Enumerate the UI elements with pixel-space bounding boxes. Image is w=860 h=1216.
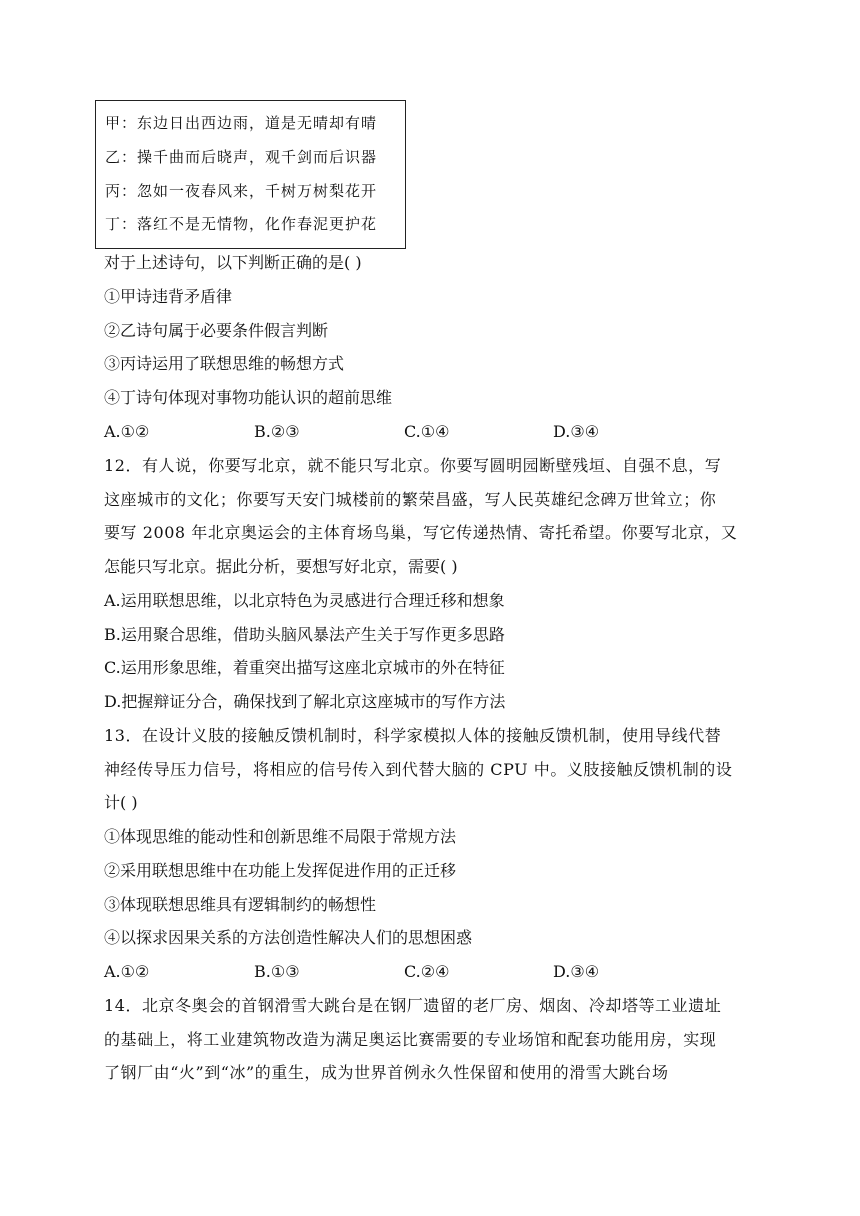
q12-stem-line-3: 要写 2008 年北京奥运会的主体育场鸟巢，写它传递热情、寄托希望。你要写北京，又 bbox=[104, 523, 738, 542]
q14-stem-line-3: 了钢厂由“火”到“冰”的重生，成为世界首例永久性保留和使用的滑雪大跳台场 bbox=[104, 1063, 669, 1082]
q12-stem-line-1: 12．有人说，你要写北京，就不能只写北京。你要写圆明园断壁残垣、自强不息，写 bbox=[104, 456, 722, 475]
q13-statement-3: ③体现联想思维具有逻辑制约的畅想性 bbox=[104, 895, 377, 914]
poem-line-ding: 丁：落红不是无情物，化作春泥更护花 bbox=[105, 215, 378, 233]
poem-line-yi: 乙：操千曲而后晓声，观千剑而后识器 bbox=[105, 148, 378, 166]
q11-option-a: A.①② bbox=[104, 422, 150, 441]
q13-option-b: B.①③ bbox=[254, 962, 300, 981]
q13-option-d: D.③④ bbox=[553, 962, 600, 981]
q13-stem-line-3: 计( ) bbox=[104, 793, 138, 812]
q11-stem: 对于上述诗句，以下判断正确的是( ) bbox=[104, 253, 362, 272]
q14-stem-line-1: 14．北京冬奥会的首钢滑雪大跳台是在钢厂遗留的老厂房、烟囱、冷却塔等工业遗址 bbox=[104, 996, 722, 1015]
q12-option-b: B.运用聚合思维，借助头脑风暴法产生关于写作更多思路 bbox=[104, 625, 505, 644]
q13-stem-line-2: 神经传导压力信号，将相应的信号传入到代替大脑的 CPU 中。义肢接触反馈机制的设 bbox=[104, 760, 733, 779]
q13-option-a: A.①② bbox=[104, 962, 150, 981]
q12-stem-line-2: 这座城市的文化；你要写天安门城楼前的繁荣昌盛，写人民英雄纪念碑万世耸立；你 bbox=[104, 490, 717, 509]
poem-line-jia: 甲：东边日出西边雨，道是无晴却有晴 bbox=[105, 114, 378, 132]
q12-stem-line-4: 怎能只写北京。据此分析，要想写好北京，需要( ) bbox=[104, 557, 458, 576]
q11-statement-4: ④丁诗句体现对事物功能认识的超前思维 bbox=[104, 388, 393, 407]
q12-option-a: A.运用联想思维，以北京特色为灵感进行合理迁移和想象 bbox=[104, 591, 505, 610]
poem-box bbox=[95, 100, 406, 249]
q13-statement-2: ②采用联想思维中在功能上发挥促进作用的正迁移 bbox=[104, 861, 457, 880]
poem-line-bing: 丙：忽如一夜春风来，千树万树梨花开 bbox=[105, 182, 378, 200]
q11-option-c: C.①④ bbox=[404, 422, 450, 441]
q11-statement-3: ③丙诗运用了联想思维的畅想方式 bbox=[104, 354, 345, 373]
q13-statement-1: ①体现思维的能动性和创新思维不局限于常规方法 bbox=[104, 827, 457, 846]
q13-option-c: C.②④ bbox=[404, 962, 450, 981]
q11-statement-1: ①甲诗违背矛盾律 bbox=[104, 287, 233, 306]
q12-option-c: C.运用形象思维，着重突出描写这座北京城市的外在特征 bbox=[104, 658, 505, 677]
q12-option-d: D.把握辩证分合，确保找到了解北京这座城市的写作方法 bbox=[104, 692, 506, 711]
q13-stem-line-1: 13．在设计义肢的接触反馈机制时，科学家模拟人体的接触反馈机制，使用导线代替 bbox=[104, 726, 722, 745]
q11-statement-2: ②乙诗句属于必要条件假言判断 bbox=[104, 321, 329, 340]
q11-option-b: B.②③ bbox=[254, 422, 300, 441]
q14-stem-line-2: 的基础上，将工业建筑物改造为满足奥运比赛需要的专业场馆和配套功能用房，实现 bbox=[104, 1030, 717, 1049]
q13-statement-4: ④以探求因果关系的方法创造性解决人们的思想困惑 bbox=[104, 928, 473, 947]
q11-option-d: D.③④ bbox=[553, 422, 600, 441]
